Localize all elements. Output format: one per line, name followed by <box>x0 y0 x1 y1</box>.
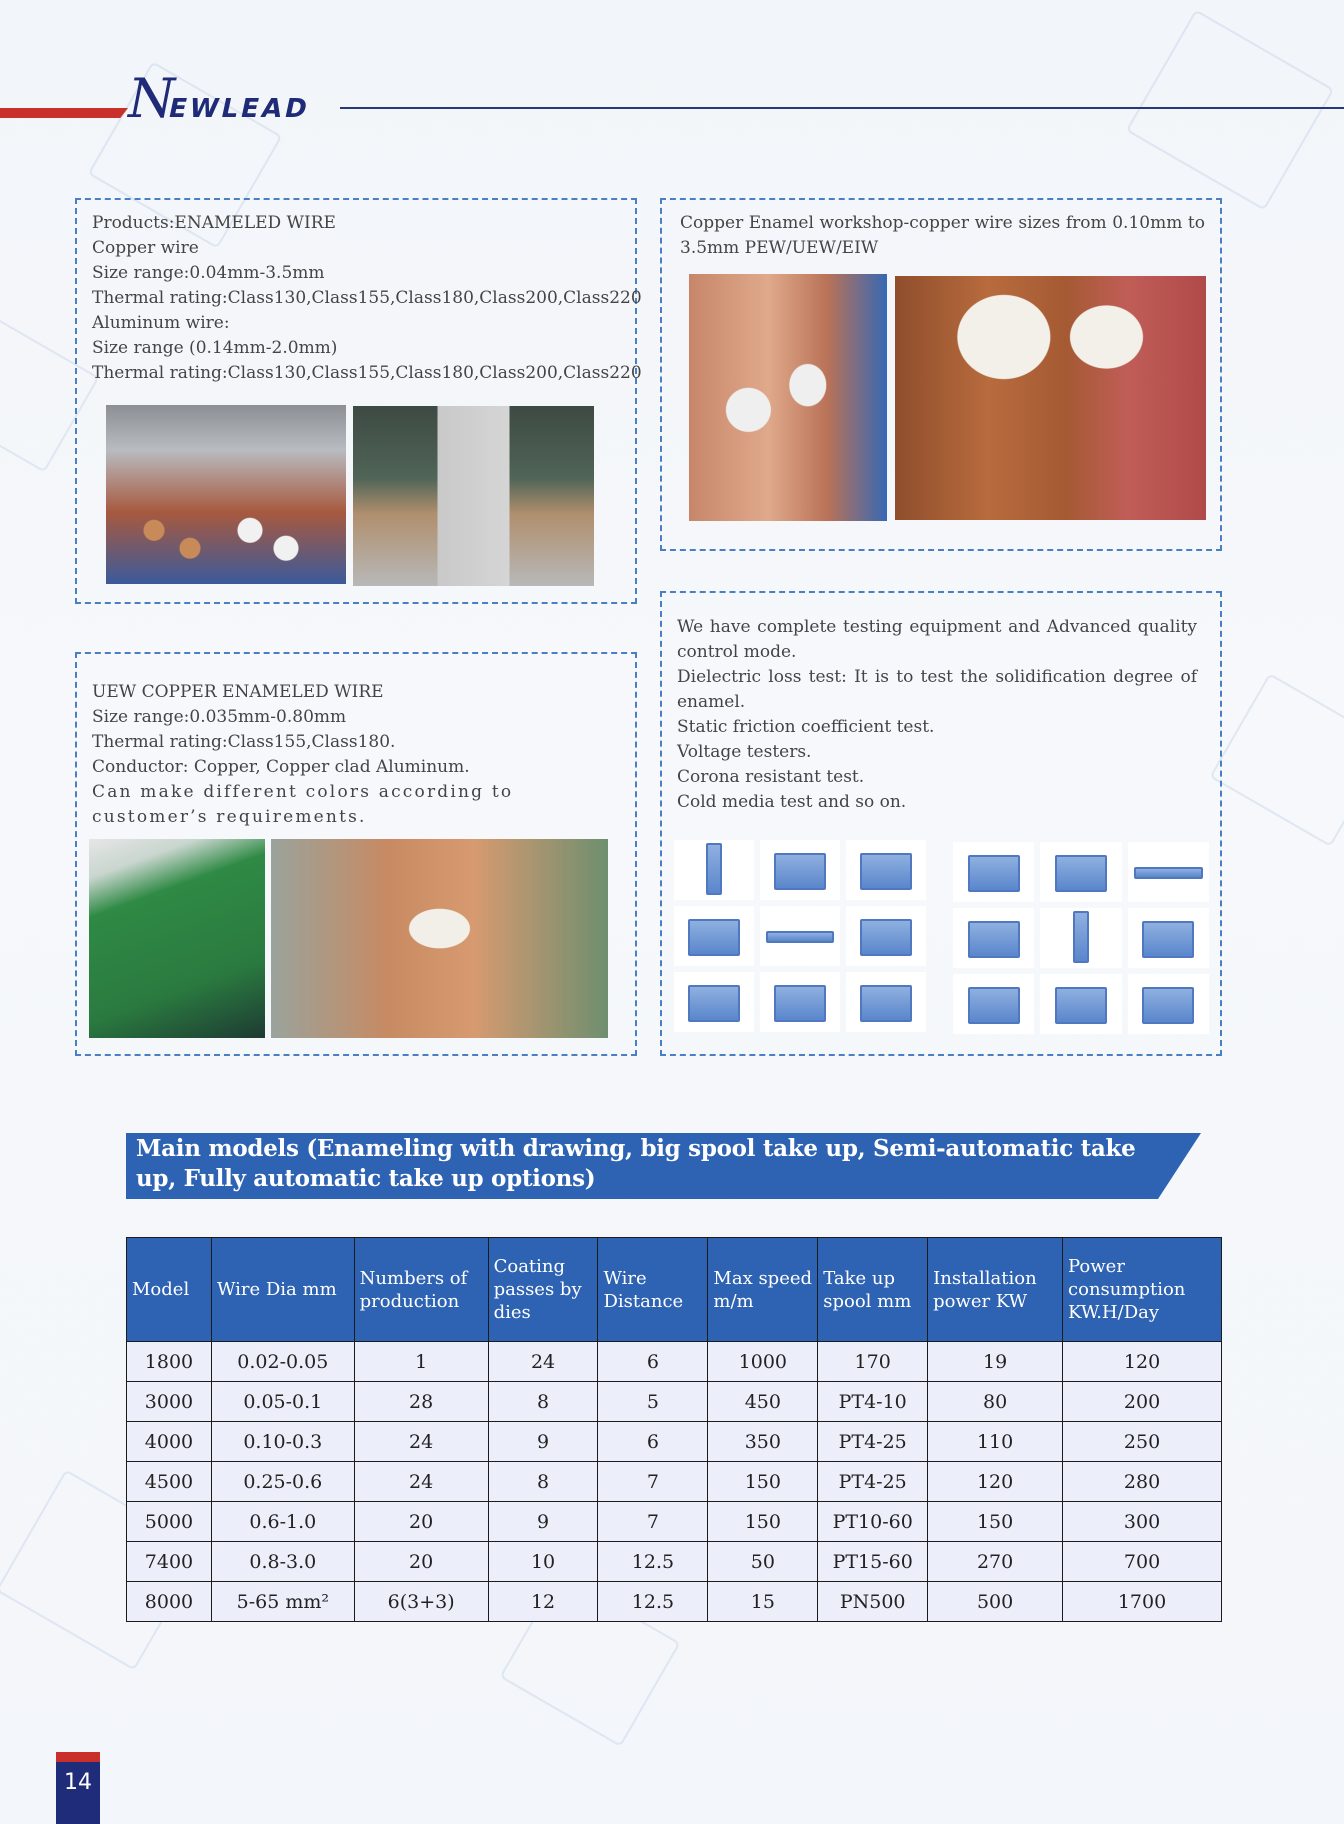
table-cell: 15 <box>708 1582 818 1622</box>
testing-equipment-grid-left <box>674 840 926 1032</box>
table-cell: 250 <box>1063 1422 1222 1462</box>
table-cell: 8000 <box>127 1582 212 1622</box>
text-line: Conductor: Copper, Copper clad Aluminum. <box>92 757 470 777</box>
text-line: Corona resistant test. <box>677 767 865 787</box>
table-cell: 450 <box>708 1382 818 1422</box>
table-cell: PT4-25 <box>818 1422 928 1462</box>
table-cell: 0.05-0.1 <box>211 1382 354 1422</box>
column-header: Model <box>127 1238 212 1342</box>
testing-text <box>677 615 1197 815</box>
table-cell: 9 <box>488 1502 598 1542</box>
tester-image <box>846 840 926 900</box>
table-cell: 24 <box>354 1422 488 1462</box>
table-cell: 120 <box>928 1462 1063 1502</box>
table-cell: PT4-25 <box>818 1462 928 1502</box>
table-row <box>127 1502 1222 1542</box>
text-line: Cold media test and so on. <box>677 792 907 812</box>
table-cell: 5 <box>598 1382 708 1422</box>
text-line: Products:ENAMELED WIRE <box>92 213 336 233</box>
table-cell: 8 <box>488 1382 598 1422</box>
table-cell: 6(3+3) <box>354 1582 488 1622</box>
page-number-accent <box>56 1752 100 1762</box>
column-header: Coating passes by dies <box>488 1238 598 1342</box>
column-header: Wire Distance <box>598 1238 708 1342</box>
page-number: 14 <box>64 1770 92 1795</box>
models-banner-title: Main models (Enameling with drawing, big spool take up, Semi-automatic take up, Fully automatic take up options) <box>136 1135 1136 1192</box>
table-cell: 270 <box>928 1542 1063 1582</box>
tester-image <box>760 906 840 966</box>
text-line: Voltage testers. <box>677 742 812 762</box>
table-cell: 5-65 mm² <box>211 1582 354 1622</box>
table-cell: 300 <box>1063 1502 1222 1542</box>
table-cell: 7 <box>598 1502 708 1542</box>
table-cell: 20 <box>354 1502 488 1542</box>
logo-initial: N <box>128 67 174 130</box>
text-line: Size range:0.04mm-3.5mm <box>92 263 325 283</box>
table-cell: 80 <box>928 1382 1063 1422</box>
table-cell: 0.8-3.0 <box>211 1542 354 1582</box>
table-cell: 350 <box>708 1422 818 1462</box>
tester-image <box>674 906 754 966</box>
tester-image <box>846 906 926 966</box>
text-line: UEW COPPER ENAMELED WIRE <box>92 682 384 702</box>
tester-image <box>1128 842 1209 902</box>
table-cell: 1800 <box>127 1342 212 1382</box>
tester-image <box>674 972 754 1032</box>
tester-image <box>1040 908 1121 968</box>
tester-image <box>760 972 840 1032</box>
table-cell: 7 <box>598 1462 708 1502</box>
column-header: Power consumption KW.H/Day <box>1063 1238 1222 1342</box>
large-copper-spools-photo <box>895 276 1206 520</box>
table-cell: PT15-60 <box>818 1542 928 1582</box>
table-row <box>127 1582 1222 1622</box>
tester-image <box>1128 974 1209 1034</box>
column-header: Numbers of production <box>354 1238 488 1342</box>
table-cell: 3000 <box>127 1382 212 1422</box>
enameling-machine-photo <box>89 839 265 1038</box>
table-cell: 20 <box>354 1542 488 1582</box>
workshop-description: Copper Enamel workshop-copper wire sizes from 0.10mm to 3.5mm PEW/UEW/EIW <box>680 213 1205 258</box>
warehouse-spools-photo <box>106 405 346 584</box>
text-line: Size range:0.035mm-0.80mm <box>92 707 347 727</box>
header-rule <box>340 107 1344 109</box>
table-row <box>127 1382 1222 1422</box>
table-cell: 150 <box>708 1462 818 1502</box>
table-header-row <box>127 1238 1222 1342</box>
table-cell: PT10-60 <box>818 1502 928 1542</box>
table-cell: 0.6-1.0 <box>211 1502 354 1542</box>
table-cell: 10 <box>488 1542 598 1582</box>
table-cell: 12.5 <box>598 1582 708 1622</box>
table-cell: 0.02-0.05 <box>211 1342 354 1382</box>
tester-image <box>1128 908 1209 968</box>
tester-image <box>1040 842 1121 902</box>
testing-intro: We have complete testing equipment and Advanced quality control mode. <box>677 617 1197 662</box>
workshop-text <box>680 211 1205 261</box>
table-row <box>127 1542 1222 1582</box>
tester-image <box>1040 974 1121 1034</box>
table-cell: 5000 <box>127 1502 212 1542</box>
table-cell: 0.10-0.3 <box>211 1422 354 1462</box>
tester-image <box>760 840 840 900</box>
table-cell: 150 <box>708 1502 818 1542</box>
table-cell: 120 <box>1063 1342 1222 1382</box>
text-line: Thermal rating:Class155,Class180. <box>92 732 396 752</box>
table-cell: 170 <box>818 1342 928 1382</box>
table-body <box>127 1342 1222 1622</box>
tester-image <box>953 974 1034 1034</box>
table-cell: 6 <box>598 1342 708 1382</box>
models-spec-table <box>126 1237 1222 1622</box>
tester-image <box>953 908 1034 968</box>
table-row <box>127 1422 1222 1462</box>
table-cell: 50 <box>708 1542 818 1582</box>
tester-image <box>953 842 1034 902</box>
table-cell: PN500 <box>818 1582 928 1622</box>
table-cell: 1 <box>354 1342 488 1382</box>
table-cell: 1000 <box>708 1342 818 1382</box>
table-cell: 280 <box>1063 1462 1222 1502</box>
table-cell: 500 <box>928 1582 1063 1622</box>
table-cell: 150 <box>928 1502 1063 1542</box>
text-line: Thermal rating:Class130,Class155,Class180,Class200,Class220 <box>92 288 642 308</box>
table-cell: 8 <box>488 1462 598 1502</box>
table-cell: 12.5 <box>598 1542 708 1582</box>
table-row <box>127 1462 1222 1502</box>
tester-image <box>846 972 926 1032</box>
table-cell: 24 <box>488 1342 598 1382</box>
testing-equipment-grid-right <box>953 842 1209 1034</box>
table-row <box>127 1342 1222 1382</box>
table-cell: 12 <box>488 1582 598 1622</box>
table-cell: 24 <box>354 1462 488 1502</box>
table-cell: 110 <box>928 1422 1063 1462</box>
table-cell: 9 <box>488 1422 598 1462</box>
table-cell: 6 <box>598 1422 708 1462</box>
table-cell: 0.25-0.6 <box>211 1462 354 1502</box>
tensile-tester-image <box>674 840 754 900</box>
take-up-spool-photo <box>271 839 608 1038</box>
logo-wordmark: EWLEAD <box>166 94 313 124</box>
copper-spools-pallet-photo <box>689 274 887 521</box>
text-line: Aluminum wire: <box>92 313 230 333</box>
header-red-bar <box>0 108 128 118</box>
text-line: Size range (0.14mm-2.0mm) <box>92 338 338 358</box>
table-cell: 7400 <box>127 1542 212 1582</box>
table-cell: 19 <box>928 1342 1063 1382</box>
table-cell: 4500 <box>127 1462 212 1502</box>
warehouse-aisle-photo <box>353 406 594 586</box>
table-cell: 4000 <box>127 1422 212 1462</box>
newlead-logo <box>128 67 313 130</box>
column-header: Max speed m/m <box>708 1238 818 1342</box>
text-line: Static friction coefficient test. <box>677 717 935 737</box>
column-header: Wire Dia mm <box>211 1238 354 1342</box>
text-line: Thermal rating:Class130,Class155,Class180,Class200,Class220 <box>92 363 642 383</box>
column-header: Take up spool mm <box>818 1238 928 1342</box>
text-line: Copper wire <box>92 238 199 258</box>
table-cell: 28 <box>354 1382 488 1422</box>
table-cell: 200 <box>1063 1382 1222 1422</box>
uew-wire-text <box>92 680 612 830</box>
enameled-wire-text <box>92 211 642 386</box>
dielectric-test: Dielectric loss test: It is to test the solidification degree of enamel. <box>677 667 1197 712</box>
table-cell: 700 <box>1063 1542 1222 1582</box>
table-cell: 1700 <box>1063 1582 1222 1622</box>
table-cell: PT4-10 <box>818 1382 928 1422</box>
text-line: Can make different colors according to customer’s requirements. <box>92 782 514 827</box>
column-header: Installation power KW <box>928 1238 1063 1342</box>
